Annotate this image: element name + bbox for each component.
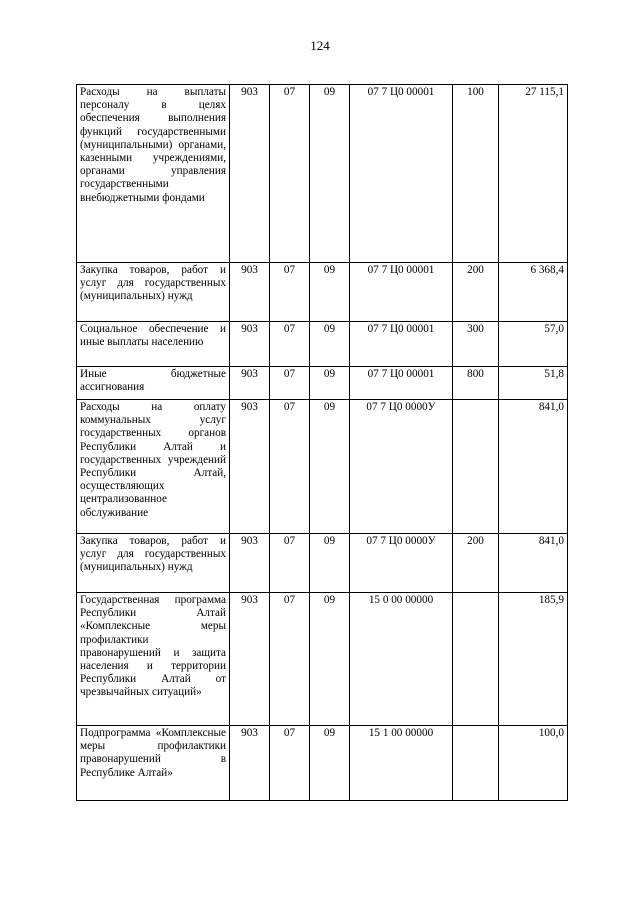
amount: 6 368,4 (499, 263, 568, 322)
expense-type (453, 400, 499, 534)
row-description: Расходы на выплаты персоналу в целях обеспечения выполнения функций государственными (муниципальными) органами, казенными учреждениями, органами управления государственными внебюджетными фондами (77, 85, 230, 263)
section-code: 07 (270, 85, 310, 263)
target-article: 15 1 00 00000 (350, 726, 453, 801)
target-article: 07 7 Ц0 0000У (350, 534, 453, 593)
amount: 185,9 (499, 593, 568, 726)
section-code: 07 (270, 534, 310, 593)
amount: 51,8 (499, 367, 568, 400)
amount: 27 115,1 (499, 85, 568, 263)
subsection-code: 09 (310, 85, 350, 263)
target-article: 07 7 Ц0 00001 (350, 322, 453, 367)
row-description: Социальное обеспечение и иные выплаты населению (77, 322, 230, 367)
target-article: 07 7 Ц0 00001 (350, 367, 453, 400)
subsection-code: 09 (310, 593, 350, 726)
subsection-code: 09 (310, 400, 350, 534)
amount: 100,0 (499, 726, 568, 801)
table-row (77, 263, 568, 322)
amount: 57,0 (499, 322, 568, 367)
row-description: Иные бюджетные ассигнования (77, 367, 230, 400)
subsection-code: 09 (310, 367, 350, 400)
ministry-code: 903 (230, 322, 270, 367)
expense-type: 800 (453, 367, 499, 400)
target-article: 07 7 Ц0 0000У (350, 400, 453, 534)
expense-type: 100 (453, 85, 499, 263)
row-description: Расходы на оплату коммунальных услуг государственных органов Республики Алтай и государственных учреждений Республики Алтай, осуществляющих централизованное обслуживание (77, 400, 230, 534)
expense-type: 200 (453, 534, 499, 593)
section-code: 07 (270, 263, 310, 322)
section-code: 07 (270, 593, 310, 726)
ministry-code: 903 (230, 85, 270, 263)
table-row (77, 726, 568, 801)
row-description: Закупка товаров, работ и услуг для государственных (муниципальных) нужд (77, 263, 230, 322)
row-description: Государственная программа Республики Алтай «Комплексные меры профилактики правонарушений и защита населения и территории Республики Алтай от чрезвычайных ситуаций» (77, 593, 230, 726)
subsection-code: 09 (310, 726, 350, 801)
row-description: Закупка товаров, работ и услуг для государственных (муниципальных) нужд (77, 534, 230, 593)
table-row (77, 400, 568, 534)
table-row (77, 367, 568, 400)
budget-table-body (77, 85, 568, 801)
target-article: 07 7 Ц0 00001 (350, 85, 453, 263)
subsection-code: 09 (310, 534, 350, 593)
table-row (77, 85, 568, 263)
ministry-code: 903 (230, 367, 270, 400)
page-number: 124 (310, 38, 330, 53)
expense-type: 300 (453, 322, 499, 367)
section-code: 07 (270, 367, 310, 400)
ministry-code: 903 (230, 534, 270, 593)
row-description: Подпрограмма «Комплексные меры профилактики правонарушений в Республике Алтай» (77, 726, 230, 801)
expense-type (453, 726, 499, 801)
expense-type: 200 (453, 263, 499, 322)
target-article: 15 0 00 00000 (350, 593, 453, 726)
subsection-code: 09 (310, 263, 350, 322)
amount: 841,0 (499, 400, 568, 534)
ministry-code: 903 (230, 593, 270, 726)
section-code: 07 (270, 726, 310, 801)
subsection-code: 09 (310, 322, 350, 367)
ministry-code: 903 (230, 726, 270, 801)
ministry-code: 903 (230, 263, 270, 322)
amount: 841,0 (499, 534, 568, 593)
table-row (77, 534, 568, 593)
section-code: 07 (270, 322, 310, 367)
target-article: 07 7 Ц0 00001 (350, 263, 453, 322)
budget-table (76, 84, 568, 801)
expense-type (453, 593, 499, 726)
section-code: 07 (270, 400, 310, 534)
table-row (77, 322, 568, 367)
ministry-code: 903 (230, 400, 270, 534)
table-row (77, 593, 568, 726)
